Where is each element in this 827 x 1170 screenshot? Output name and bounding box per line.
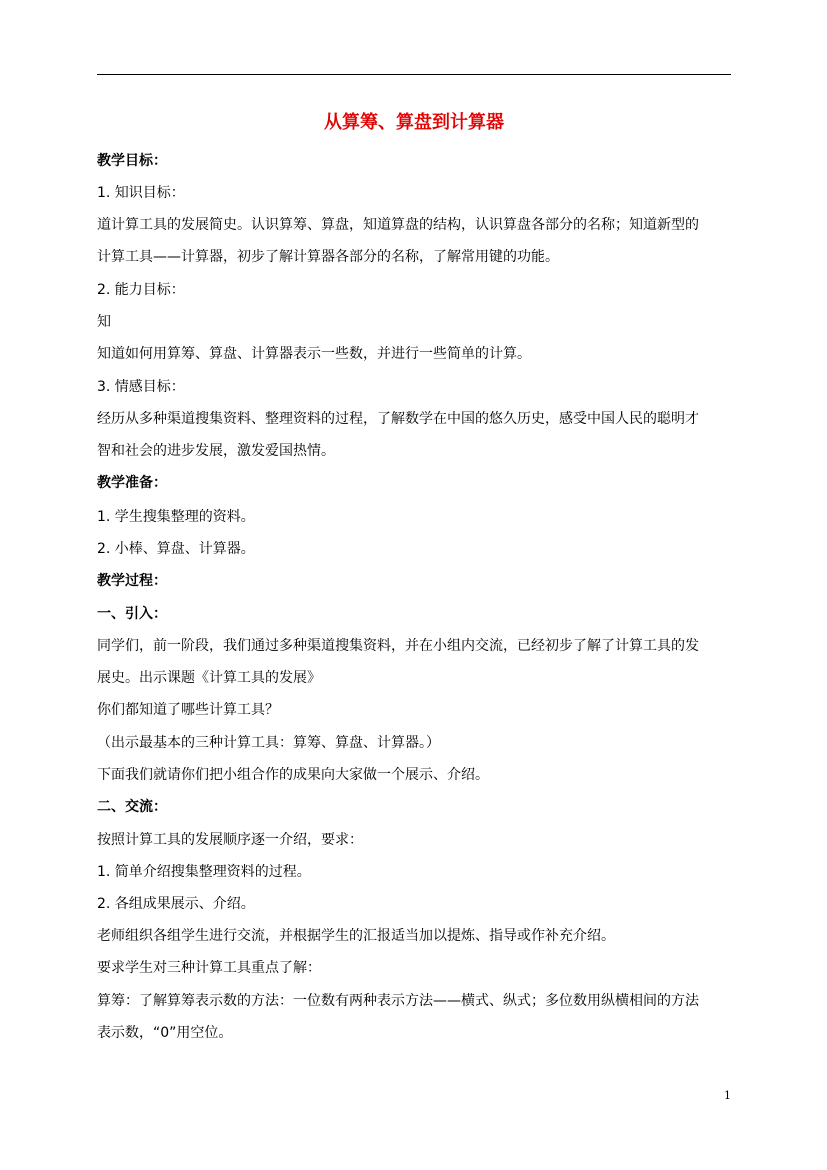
body-line: 3. 情感目标： xyxy=(97,379,185,395)
section-heading: 二、交流： xyxy=(97,799,167,815)
body-line: 2. 小棒、算盘、计算器。 xyxy=(97,541,255,557)
body-line: 2. 能力目标： xyxy=(97,282,185,298)
body-line: 知 xyxy=(97,314,111,330)
body-line: 展史。出示课题《计算工具的发展》 xyxy=(97,670,321,686)
body-line: 2. 各组成果展示、介绍。 xyxy=(97,896,255,912)
body-line: 1. 简单介绍搜集整理资料的过程。 xyxy=(97,864,311,880)
body-line: 1. 学生搜集整理的资料。 xyxy=(97,509,255,525)
body-line: 知道如何用算筹、算盘、计算器表示一些数，并进行一些简单的计算。 xyxy=(97,346,531,362)
section-heading: 教学过程： xyxy=(97,573,167,589)
body-line: 下面我们就请你们把小组合作的成果向大家做一个展示、介绍。 xyxy=(97,767,489,783)
body-line: 道计算工具的发展简史。认识算筹、算盘，知道算盘的结构，认识算盘各部分的名称；知道新型的 xyxy=(97,217,699,233)
body-line: 老师组织各组学生进行交流，并根据学生的汇报适当加以提炼、指导或作补充介绍。 xyxy=(97,928,615,944)
body-line: （出示最基本的三种计算工具：算筹、算盘、计算器。） xyxy=(97,735,440,751)
body-line: 经历从多种渠道搜集资料、整理资料的过程，了解数学在中国的悠久历史，感受中国人民的聪明才 xyxy=(97,411,699,427)
body-line: 你们都知道了哪些计算工具？ xyxy=(97,702,279,718)
page-number: 1 xyxy=(724,1089,731,1102)
body-line: 同学们，前一阶段，我们通过多种渠道搜集资料，并在小组内交流，已经初步了解了计算工具的发 xyxy=(97,638,699,654)
header-rule xyxy=(97,74,731,75)
body-line: 1. 知识目标： xyxy=(97,185,185,201)
body-line: 按照计算工具的发展顺序逐一介绍，要求： xyxy=(97,832,363,848)
body-line: 算筹：了解算筹表示数的方法：一位数有两种表示方法——横式、纵式；多位数用纵横相间的方法 xyxy=(97,993,699,1009)
body-line: 智和社会的进步发展，激发爱国热情。 xyxy=(97,443,335,459)
body-line: 要求学生对三种计算工具重点了解： xyxy=(97,960,321,976)
body-line: 计算工具——计算器，初步了解计算器各部分的名称，了解常用键的功能。 xyxy=(97,249,559,265)
section-heading: 一、引入： xyxy=(97,606,167,622)
body-line: 表示数，“0”用空位。 xyxy=(97,1025,233,1041)
section-heading: 教学准备： xyxy=(97,475,167,491)
section-heading: 教学目标： xyxy=(97,153,167,169)
document-title: 从算筹、算盘到计算器 xyxy=(324,112,504,133)
